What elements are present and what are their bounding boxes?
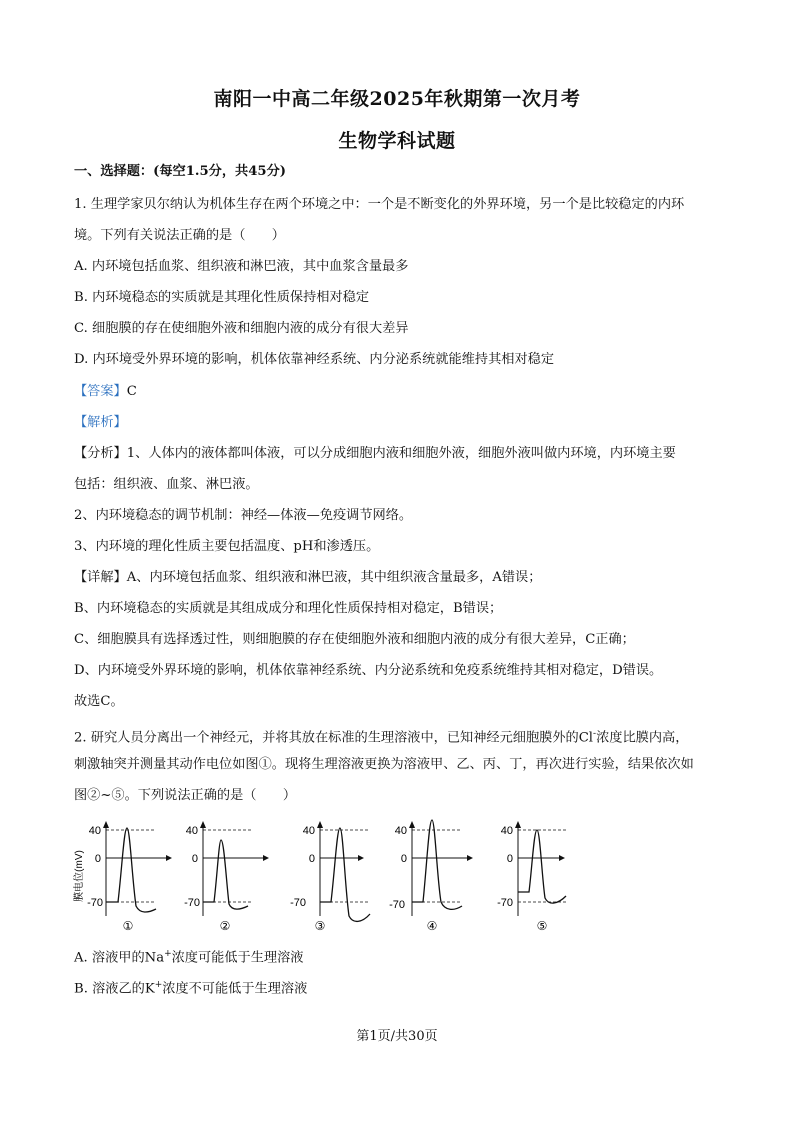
q1-fenxi-line2: 包括：组织液、血浆、淋巴液。 [74,477,259,492]
xiangjie-text-1: A、内环境包括血浆、组织液和淋巴液，其中组织液含量最多，A错误； [126,570,542,585]
q2-stem1-post: 浓度比膜内高， [596,730,689,746]
q2-optb-sup: + [154,980,163,990]
panel-4-tick-0: 0 [400,853,407,865]
q1-stem-line1: 1. 生理学家贝尔纳认为机体生存在两个环境之中：一个是不断变化的外界环境，另一个是比较稳定的内环 [74,197,685,212]
exam-title: 南阳一中高二年级2025年秋期第一次月考 [213,88,581,110]
panel-4-tick-minus70: -70 [389,899,405,911]
panel-1-tick-minus70: -70 [87,897,103,909]
panel-1-tick-40: 40 [88,825,101,837]
panel-5 [497,821,568,933]
panel-4-tick-40: 40 [394,825,407,837]
q1-conclusion: 故选C。 [74,694,124,709]
q1-option-a: A. 内环境包括血浆、组织液和淋巴液，其中血浆含量最多 [74,259,409,274]
q1-fenxi-line1 [74,445,676,463]
q2-opta-post: 浓度可能低于生理溶液 [171,950,304,966]
q1-stem-line2: 境。下列有关说法正确的是（ ） [74,228,285,243]
fenxi-text-1: 1、人体内的液体都叫体液，可以分成细胞内液和细胞外液，细胞外液叫做内环境，内环境主要 [126,446,676,461]
answer-value: C [126,384,137,399]
panel-3 [290,821,370,933]
q1-xiangjie-line1 [74,569,541,587]
q2-option-b [74,976,307,998]
panel-2-tick-minus70: -70 [184,897,200,909]
panel-4 [389,820,473,933]
panel-1-label: ① [122,919,134,933]
q2-stem-line3: 图②~⑤。下列说法正确的是（ ） [74,788,297,803]
page-footer: 第1页/共30页 [356,1029,438,1044]
panel-3-tick-40: 40 [302,825,315,837]
panel-2-label: ② [219,919,231,933]
answer-tag: 【答案】 [74,384,127,399]
panel-2 [184,821,269,933]
panel-2-tick-40: 40 [185,825,198,837]
q1-option-d: D. 内环境受外界环境的影响，机体依靠神经系统、内分泌系统就能维持其相对稳定 [74,352,555,367]
q1-xiangjie-line3: C、细胞膜具有选择透过性，则细胞膜的存在使细胞外液和细胞内液的成分有很大差异，C正确； [74,632,635,647]
q2-optb-post: 浓度不可能低于生理溶液 [162,981,308,997]
q1-option-b: B. 内环境稳态的实质就是其理化性质保持相对稳定 [74,290,370,305]
q2-option-a [74,945,303,967]
q1-xiangjie-line4: D、内环境受外界环境的影响，机体依靠神经系统、内分泌系统和免疫系统维持其相对稳定，D错误。 [74,663,663,678]
subject-title: 生物学科试题 [338,130,456,152]
q2-opta-pre: A. 溶液甲的Na [74,950,165,966]
action-potential-figure [70,818,570,936]
panel-1 [87,821,172,933]
section-heading: 一、选择题：(每空1.5分，共45分) [74,164,287,179]
q2-optb-pre: B. 溶液乙的K [74,981,155,997]
q1-answer [74,383,137,401]
q1-xiangjie-line2: B、内环境稳态的实质就是其组成成分和理化性质保持相对稳定，B错误； [74,601,503,616]
panel-5-tick-minus70: -70 [497,897,513,909]
q2-stem1-pre: 2. 研究人员分离出一个神经元，并将其放在标准的生理溶液中，已知神经元细胞膜外的Cl [74,730,594,746]
panel-2-tick-0: 0 [191,853,198,865]
q1-fenxi-line3: 2、内环境稳态的调节机制：神经—体液—免疫调节网络。 [74,508,413,523]
q2-stem1-sup: - [593,729,597,739]
y-axis-label: 膜电位(mV) [74,850,85,902]
xiangjie-tag: 【详解】 [74,570,127,585]
panel-1-tick-0: 0 [94,853,101,865]
panel-5-tick-40: 40 [500,825,513,837]
q2-stem-line2: 刺激轴突并测量其动作电位如图①。现将生理溶液更换为溶液甲、乙、丙、丁，再次进行实验，结果依次如 [74,757,694,772]
fenxi-tag: 【分析】 [74,446,127,461]
panel-5-label: ⑤ [536,919,548,933]
panel-3-tick-minus70: -70 [290,897,306,909]
panel-5-tick-0: 0 [506,853,513,865]
panel-3-label: ③ [314,919,326,933]
panel-4-label: ④ [426,919,438,933]
q1-option-c: C. 细胞膜的存在使细胞外液和细胞内液的成分有很大差异 [74,321,409,336]
q2-opta-sup: + [164,949,172,959]
q1-fenxi-line4: 3、内环境的理化性质主要包括温度、pH和渗透压。 [74,539,380,554]
panel-3-tick-0: 0 [308,853,315,865]
q2-stem-line1 [74,725,688,747]
analysis-tag: 【解析】 [74,415,127,430]
